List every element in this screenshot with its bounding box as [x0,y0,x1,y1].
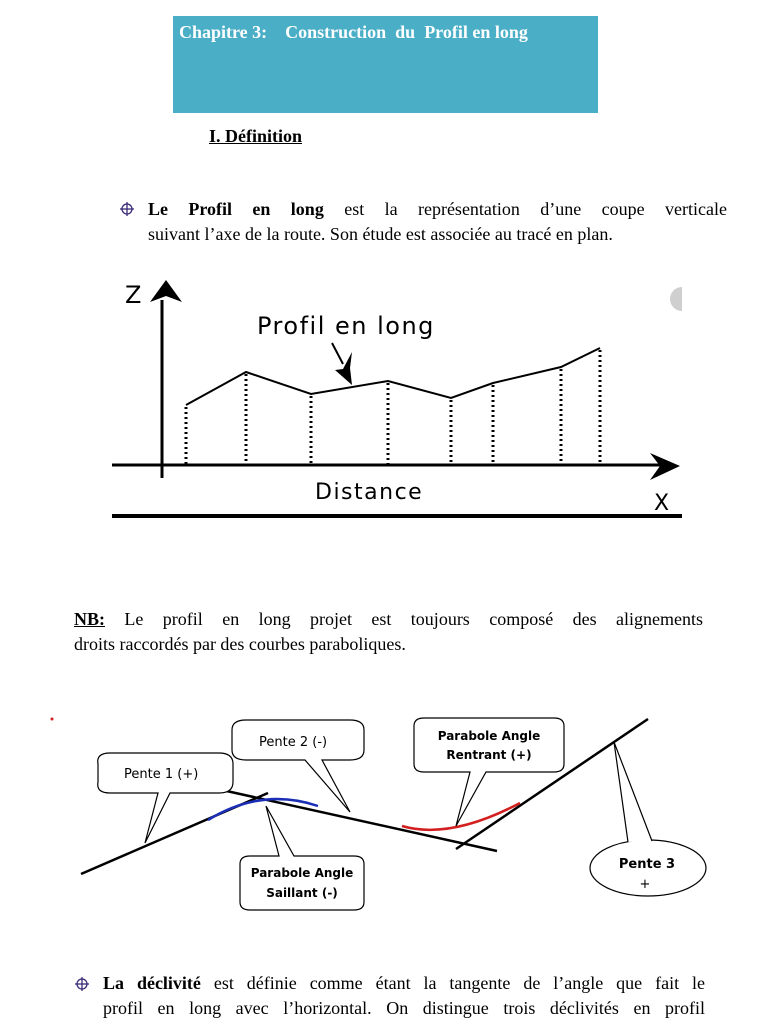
paragraph1-line1: est la représentation d’une coupe verticale [323,199,727,219]
pentes-paraboles-figure [45,700,725,920]
profile-line [186,348,600,405]
crosshair-bullet-icon [74,976,90,992]
chapter-title: Chapitre 3: Construction du Profil en long [179,22,528,42]
pente3-sign: + [639,877,651,892]
pointer-arrow-icon [335,352,352,385]
crosshair-bullet-icon [119,201,135,217]
z-axis-label: Z [125,281,142,309]
nb-line2: droits raccordés par des courbes paraboliques. [74,634,406,654]
profil-en-long-figure [100,270,690,530]
pente3-label: Pente 3 [618,857,676,872]
parabole-rentrant-line1: Parabole Angle [437,729,541,743]
pente1-label: Pente 1 (+) [124,767,199,782]
nb-paragraph [74,607,703,657]
distance-label: Distance [315,480,424,505]
profil-en-long-label: Profil en long [257,312,435,340]
nb-line1: Le profil en long projet est toujours composé des alignements [105,609,703,629]
declivite-paragraph [103,971,705,1021]
nb-label: NB: [74,609,105,629]
decorative-dot [51,718,54,721]
paragraph1-line2: suivant l’axe de la route. Son étude est associée au tracé en plan. [148,224,613,244]
profil-en-long-term: Le Profil en long [148,199,324,219]
decorative-mark [670,287,682,311]
pente2-label: Pente 2 (-) [259,735,328,750]
pente2-callout [232,720,364,812]
paragraph2-line1: est définie comme étant la tangente de l’angle que fait le [200,973,705,993]
parabole-saillant-line2: Saillant (-) [266,886,338,900]
parabole-rentrant-line2: Rentrant (+) [446,748,532,762]
parabole-saillant-curve [208,799,318,820]
section-heading: I. Définition [209,126,303,146]
z-axis-arrow-icon [150,280,182,302]
x-axis-label: X [654,491,670,516]
definition-paragraph [148,197,727,247]
paragraph2-line2: profil en long avec l’horizontal. On distingue trois déclivités en profil [103,998,705,1018]
profile-dotted-verticals [186,350,600,465]
declivite-term: La déclivité [103,973,201,993]
parabole-saillant-line1: Parabole Angle [250,866,354,880]
